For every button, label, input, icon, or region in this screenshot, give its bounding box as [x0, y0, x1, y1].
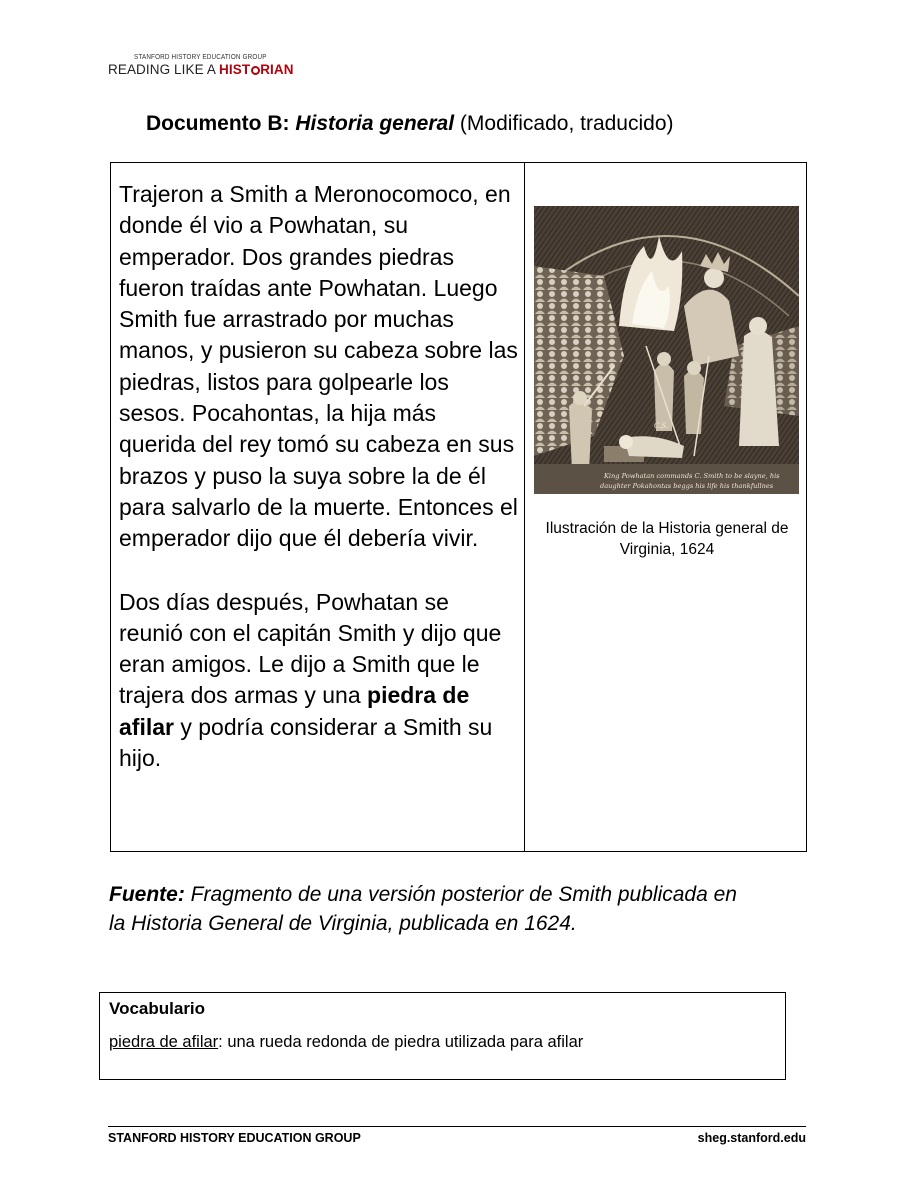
vocabulary-definition	[109, 1033, 583, 1052]
vocabulary-term: piedra de afilar	[109, 1033, 219, 1051]
logo-text-part1: READING LIKE A	[108, 62, 220, 77]
footer-organization: STANFORD HISTORY EDUCATION GROUP	[108, 1131, 361, 1145]
column-divider	[524, 163, 525, 851]
document-title	[146, 112, 674, 136]
vocab-term-highlight: piedra de afilar	[119, 682, 470, 740]
logo-text-part2: HIST	[219, 62, 251, 77]
logo-text-part3: RIAN	[260, 62, 294, 77]
footer-rule	[108, 1126, 806, 1127]
paragraph-2	[119, 587, 519, 775]
sheg-logo	[108, 54, 294, 77]
document-text	[119, 179, 519, 774]
paragraph-1: Trajeron a Smith a Meronocomoco, en donde él vio a Powhatan, su emperador. Dos grandes piedras fueron traídas ante Powhatan. Luego Smith fue arrastrado por muchas manos, y pusieron su cabeza sobre las piedras, listos para golpearle los sesos. Pocahontas, la hija más querida del rey tomó su cabeza en sus brazos y puso la suya sobre la de él para salvarlo de la muerte. Entonces el emperador dijo que él debería vivir.	[119, 181, 518, 552]
engraved-caption-line-1: King Powhatan commands C. Smith to be slayne, his	[604, 472, 780, 480]
logo-group-name: STANFORD HISTORY EDUCATION GROUP	[134, 54, 267, 61]
vocabulary-box	[99, 992, 786, 1080]
vocabulary-meaning: : una rueda redonda de piedra utilizada para afilar	[218, 1033, 584, 1051]
source-label: Fuente:	[109, 883, 185, 906]
title-suffix: (Modificado, traducido)	[454, 112, 674, 135]
illustration-caption: Ilustración de la Historia general de Virginia, 1624	[545, 520, 789, 558]
source-citation	[109, 880, 749, 938]
engraved-label: C.S.	[654, 422, 669, 430]
vocabulary-title: Vocabulario	[109, 999, 206, 1018]
engraved-caption-line-2: daughter Pokahontas beggs his life his thankfullnes	[600, 482, 774, 490]
logo-wordmark	[108, 62, 294, 77]
paragraph-2-end: y podría considerar a Smith su hijo.	[119, 713, 493, 772]
paragraph-2-start: Dos días después, Powhatan se reunió con el capitán Smith y dijo que eran amigos. Le dijo a Smith que le trajera dos armas y una	[119, 588, 502, 709]
title-italic: Historia general	[295, 112, 455, 135]
document-table	[110, 162, 807, 852]
footer-website: sheg.stanford.edu	[697, 1131, 806, 1145]
title-prefix: Documento B:	[146, 112, 296, 135]
historical-engraving	[534, 206, 799, 494]
source-text: Fragmento de una versión posterior de Smith publicada en la Historia General de Virginia, publicada en 1624.	[109, 883, 737, 935]
magnifier-icon	[251, 66, 260, 75]
